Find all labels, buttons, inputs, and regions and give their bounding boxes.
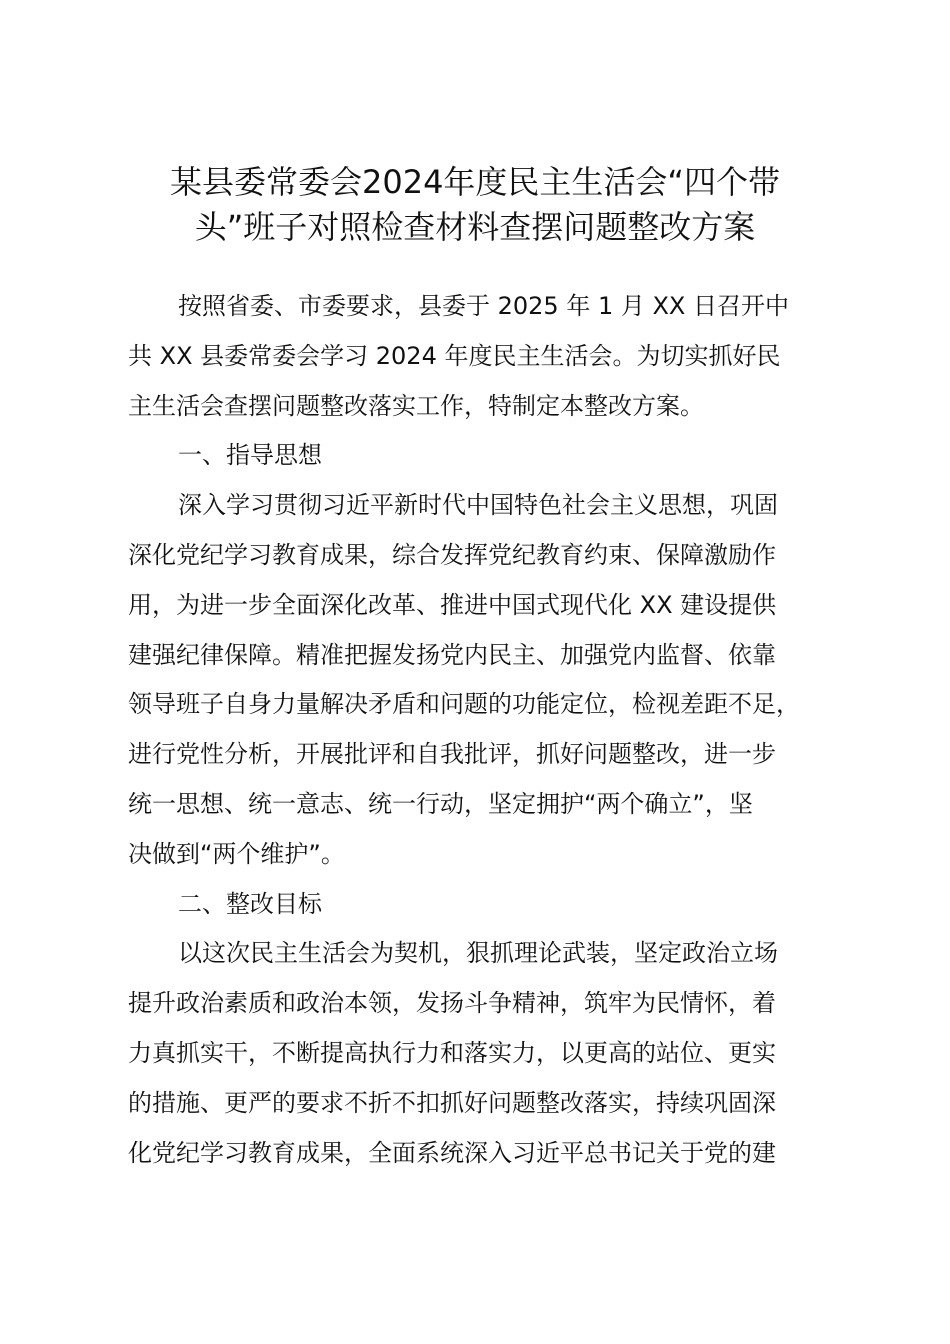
guiding-thought-paragraph-line: 领导班子自身力量解决矛盾和问题的功能定位，检视差距不足， (128, 690, 800, 719)
goals-paragraph-line: 力真抓实干，不断提高执行力和落实力，以更高的站位、更实 (128, 1038, 776, 1067)
goals-paragraph-line: 化党纪学习教育成果，全面系统深入习近平总书记关于党的建 (128, 1138, 776, 1167)
title-line-2: 头”班子对照检查材料查摆问题整改方案 (194, 208, 756, 246)
goals-paragraph-line: 提升政治素质和政治本领，发扬斗争精神，筑牢为民情怀，着 (128, 989, 776, 1018)
intro-paragraph-line: 主生活会查摆问题整改落实工作，特制定本整改方案。 (128, 391, 704, 420)
guiding-thought-paragraph-line: 深入学习贯彻习近平新时代中国特色社会主义思想，巩固 (178, 491, 778, 520)
intro-paragraph-line: 按照省委、市委要求，县委于 2025 年 1 月 XX 日召开中 (178, 292, 790, 320)
goals-paragraph-line: 的措施、更严的要求不折不扣抓好问题整改落实，持续巩固深 (128, 1088, 776, 1117)
guiding-thought-paragraph-line: 统一思想、统一意志、统一行动，坚定拥护“两个确立”，坚 (128, 789, 753, 818)
guiding-thought-paragraph-line: 深化党纪学习教育成果，综合发挥党纪教育约束、保障激励作 (128, 540, 776, 569)
section-heading-rectification-goals: 二、整改目标 (178, 889, 322, 918)
section-heading-guiding-thought: 一、指导思想 (178, 441, 322, 470)
document-body (128, 282, 838, 1178)
title-line-1: 某县委常委会2024年度民主生活会“四个带 (169, 163, 781, 201)
guiding-thought-paragraph-line: 用，为进一步全面深化改革、推进中国式现代化 XX 建设提供 (128, 590, 777, 619)
intro-paragraph-line: 共 XX 县委常委会学习 2024 年度民主生活会。为切实抓好民 (128, 341, 781, 370)
guiding-thought-paragraph-line: 建强纪律保障。精准把握发扬党内民主、加强党内监督、依靠 (128, 640, 776, 669)
guiding-thought-paragraph-line: 进行党性分析，开展批评和自我批评，抓好问题整改，进一步 (128, 740, 776, 769)
guiding-thought-paragraph-line: 决做到“两个维护”。 (128, 839, 345, 868)
document-title (110, 160, 840, 250)
goals-paragraph-line: 以这次民主生活会为契机，狠抓理论武装，坚定政治立场 (178, 939, 778, 968)
